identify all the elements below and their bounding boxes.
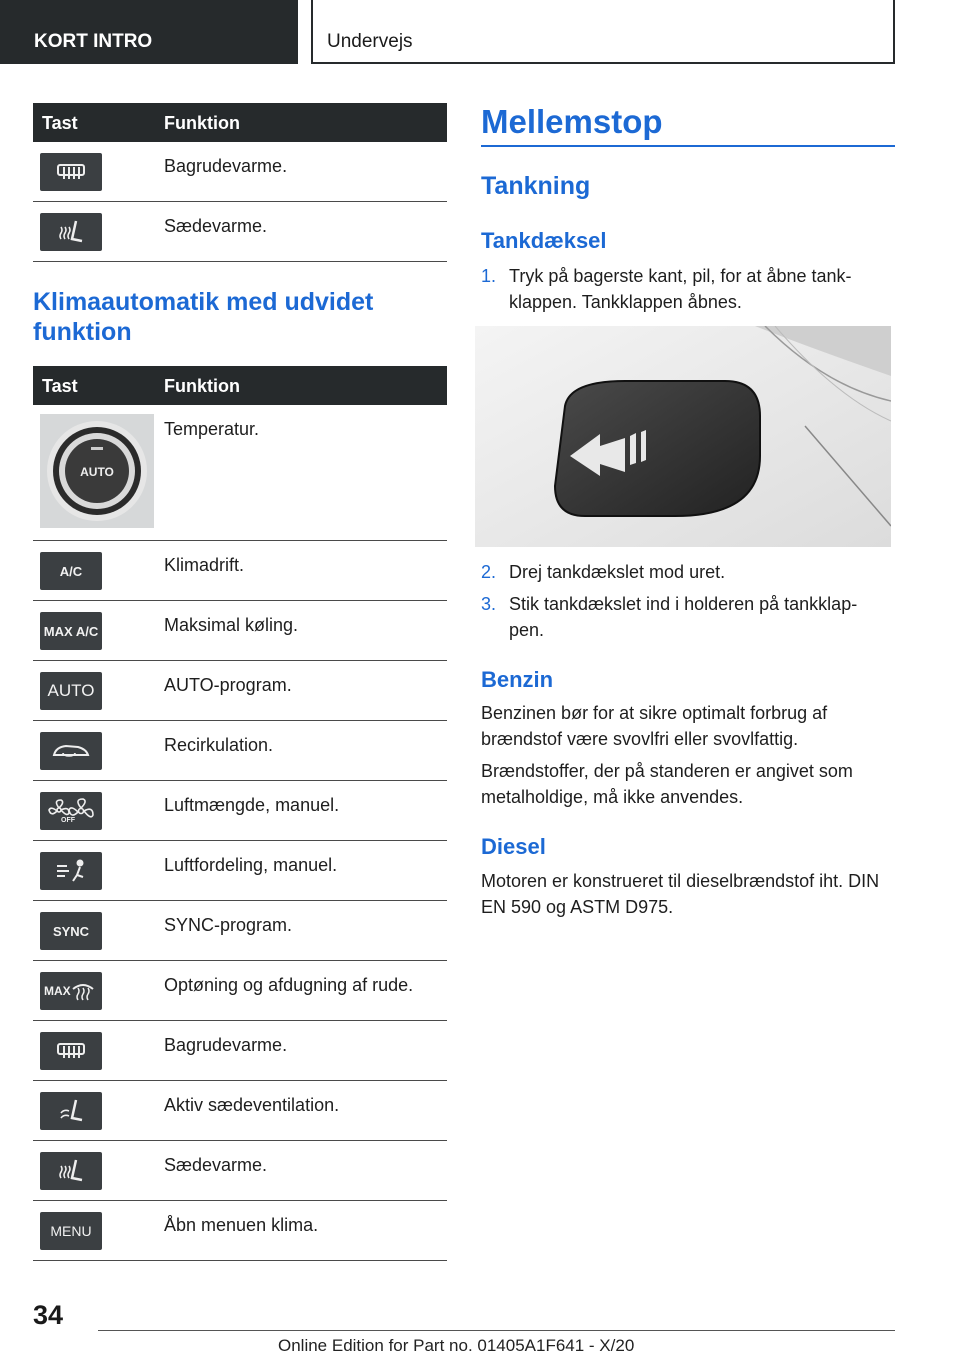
table-row: [33, 961, 447, 1021]
svg-text:OFF: OFF: [61, 817, 75, 824]
svg-text:AUTO: AUTO: [80, 465, 114, 479]
table-row: [33, 601, 447, 661]
seat-heating-icon: [40, 1152, 102, 1190]
topic-title: Tankdæksel: [481, 228, 607, 253]
section-title: Klimaautomatik med udvidet funktion: [33, 288, 374, 346]
table-row: [33, 841, 447, 901]
topic-title: Benzin: [481, 667, 554, 692]
table-row: [33, 1201, 447, 1261]
fan-icon: [40, 792, 102, 830]
table-row: [33, 721, 447, 781]
footer-rule: [98, 1330, 895, 1331]
function-text: Luftfordeling, manuel.: [164, 855, 338, 875]
rear-defrost-icon: [40, 153, 102, 191]
ac-button-icon: A/C: [40, 552, 102, 590]
footer-text: Online Edition for Part no. 01405A1F641 - X/20: [278, 1336, 635, 1355]
seat-ventilation-icon: [40, 1092, 102, 1130]
function-text: Maksimal køling.: [164, 615, 299, 635]
list-item: [481, 591, 881, 643]
step-number: 3.: [481, 594, 497, 614]
function-text: Klimadrift.: [164, 555, 245, 575]
key-table-1: [33, 103, 447, 262]
temperature-knob-icon: [40, 414, 154, 528]
page-title: Mellemstop: [481, 103, 663, 140]
table-row: [33, 202, 447, 262]
max-ac-button-icon: MAX A/C: [40, 612, 102, 650]
topic-title: Diesel: [481, 834, 546, 859]
step-number: 2.: [481, 562, 497, 582]
table-row: [33, 541, 447, 601]
table-row: [33, 1081, 447, 1141]
key-table-2: [33, 366, 447, 1261]
function-text: Sædevarme.: [164, 1155, 268, 1175]
col-key-header: Tast: [42, 376, 78, 396]
function-text: Aktiv sædeventilation.: [164, 1095, 340, 1115]
function-text: Bagrudevarme.: [164, 156, 288, 176]
max-defrost-icon: MAX: [40, 972, 102, 1010]
auto-button-icon: AUTO: [40, 672, 102, 710]
function-text: Optøning og afdugning af rude.: [164, 975, 414, 995]
rear-defrost-icon: [40, 1032, 102, 1070]
menu-button-icon: MENU: [40, 1212, 102, 1250]
fuel-flap-photo: [475, 326, 891, 547]
title-rule: [481, 145, 895, 147]
step-text: Tryk på bagerste kant, pil, for at åbne tankklappen. Tankklappen åbnes.: [509, 266, 852, 312]
function-text: Sædevarme.: [164, 216, 268, 236]
step-text: Stik tankdækslet ind i holderen på tankklappen.: [509, 594, 858, 640]
paragraph: Motoren er konstrueret til dieselbrændstof iht. DIN EN 590 og ASTM D975.: [481, 871, 880, 917]
step-number: 1.: [481, 266, 497, 286]
page-number: 34: [33, 1300, 64, 1330]
list-item: [481, 559, 881, 585]
table-row: [33, 405, 447, 541]
table-row: [33, 661, 447, 721]
col-func-header: Funktion: [164, 113, 240, 133]
table-row: [33, 142, 447, 202]
recirculation-icon: [40, 732, 102, 770]
table-header: [33, 103, 447, 142]
col-key-header: Tast: [42, 113, 78, 133]
function-text: Bagrudevarme.: [164, 1035, 288, 1055]
function-text: Recirkulation.: [164, 735, 274, 755]
subsection-title: Tankning: [481, 172, 591, 200]
paragraph: Brændstoffer, der på standeren er angivet som metalholdige, må ikke anvendes.: [481, 761, 853, 807]
air-distribution-icon: [40, 852, 102, 890]
function-text: Åbn menuen klima.: [164, 1215, 319, 1235]
function-text: Temperatur.: [164, 419, 260, 439]
function-text: AUTO-program.: [164, 675, 292, 695]
table-row: [33, 1141, 447, 1201]
table-row: [33, 781, 447, 841]
col-func-header: Funktion: [164, 376, 240, 396]
chapter-tab: Undervejs: [311, 0, 895, 64]
table-header: [33, 366, 447, 405]
sync-button-icon: SYNC: [40, 912, 102, 950]
function-text: Luftmængde, manuel.: [164, 795, 340, 815]
table-row: [33, 901, 447, 961]
table-row: [33, 1021, 447, 1081]
paragraph: Benzinen bør for at sikre optimalt forbrug af brændstof være svovlfri eller svovlfattig.: [481, 703, 828, 749]
seat-heating-icon: [40, 213, 102, 251]
section-tab: KORT INTRO: [0, 0, 298, 64]
list-item: [481, 263, 881, 315]
step-text: Drej tankdækslet mod uret.: [509, 562, 726, 582]
function-text: SYNC-program.: [164, 915, 293, 935]
